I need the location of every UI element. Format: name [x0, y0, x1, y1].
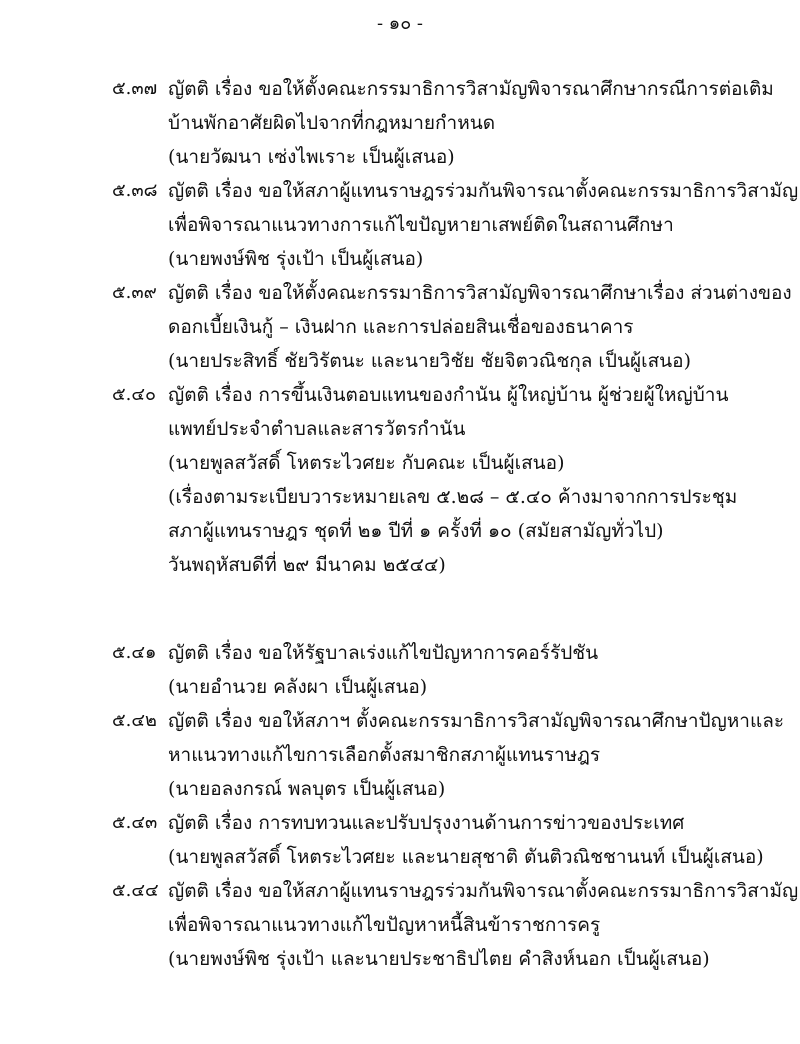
agenda-item-number: ๕.๓๗	[112, 78, 158, 99]
agenda-item	[0, 378, 800, 582]
agenda-item-line: ญัตติ เรื่อง ขอให้สภาผู้แทนราษฎรร่วมกันพิจารณาตั้งคณะกรรมาธิการวิสามัญ	[168, 180, 799, 202]
agenda-item-line: (เรื่องตามระเบียบวาระหมายเลข ๕.๒๘ – ๕.๔๐ ค้างมาจากการประชุม	[168, 486, 738, 508]
agenda-item-line: (นายพงษ์พิช รุ่งเป้า และนายประชาธิปไตย คำสิงห์นอก เป็นผู้เสนอ)	[168, 948, 710, 970]
agenda-item-line: ญัตติ เรื่อง ขอให้รัฐบาลเร่งแก้ไขปัญหาการคอร์รัปชัน	[168, 642, 599, 664]
agenda-item-line: (นายอำนวย คลังผา เป็นผู้เสนอ)	[168, 676, 428, 698]
agenda-item	[0, 276, 800, 378]
agenda-item-line: สภาผู้แทนราษฎร ชุดที่ ๒๑ ปีที่ ๑ ครั้งที่ ๑๐ (สมัยสามัญทั่วไป)	[168, 520, 664, 542]
agenda-item-line: เพื่อพิจารณาแนวทางแก้ไขปัญหาหนี้สินข้าราชการครู	[168, 914, 601, 936]
agenda-item-line: (นายวัฒนา เซ่งไพเราะ เป็นผู้เสนอ)	[168, 146, 455, 168]
agenda-item-line: (นายพูลสวัสดิ์ โหตระไวศยะ กับคณะ เป็นผู้เสนอ)	[168, 452, 565, 474]
agenda-list	[0, 72, 800, 976]
agenda-item	[0, 174, 800, 276]
agenda-item-number: ๕.๔๐	[112, 384, 156, 405]
agenda-item-line: ญัตติ เรื่อง ขอให้ตั้งคณะกรรมาธิการวิสามัญพิจารณาศึกษาเรื่อง ส่วนต่างของ	[168, 282, 792, 304]
agenda-item-number: ๕.๔๑	[112, 642, 157, 663]
agenda-item-line: ญัตติ เรื่อง ขอให้สภาฯ ตั้งคณะกรรมาธิการวิสามัญพิจารณาศึกษาปัญหาและ	[168, 710, 785, 732]
page-number: - ๑๐ -	[376, 13, 424, 34]
agenda-item-line: บ้านพักอาศัยผิดไปจากที่กฎหมายกำหนด	[168, 112, 496, 134]
agenda-item-number: ๕.๔๒	[112, 710, 157, 731]
agenda-item	[0, 636, 800, 704]
agenda-item-line: ญัตติ เรื่อง การทบทวนและปรับปรุงงานด้านการข่าวของประเทศ	[168, 812, 685, 834]
agenda-item-number: ๕.๓๘	[112, 180, 158, 201]
agenda-item	[0, 874, 800, 976]
agenda-item	[0, 806, 800, 874]
agenda-item-number: ๕.๓๙	[112, 282, 157, 303]
agenda-item-line: เพื่อพิจารณาแนวทางการแก้ไขปัญหายาเสพย์ติดในสถานศึกษา	[168, 214, 674, 236]
agenda-item-line: วันพฤหัสบดีที่ ๒๙ มีนาคม ๒๕๔๔)	[168, 554, 446, 576]
section-gap	[0, 582, 800, 636]
agenda-item	[0, 72, 800, 174]
agenda-item-line: (นายประสิทธิ์ ชัยวิรัตนะ และนายวิชัย ชัยจิตวณิชกุล เป็นผู้เสนอ)	[168, 350, 691, 372]
agenda-item-number: ๕.๔๔	[112, 880, 159, 901]
agenda-item-line: หาแนวทางแก้ไขการเลือกตั้งสมาชิกสภาผู้แทนราษฎร	[168, 744, 601, 766]
agenda-item-line: ดอกเบี้ยเงินกู้ – เงินฝาก และการปล่อยสินเชื่อของธนาคาร	[168, 316, 634, 338]
agenda-item-line: (นายอลงกรณ์ พลบุตร เป็นผู้เสนอ)	[168, 778, 446, 800]
agenda-item	[0, 704, 800, 806]
agenda-item-number: ๕.๔๓	[112, 812, 158, 833]
agenda-item-line: ญัตติ เรื่อง การขึ้นเงินตอบแทนของกำนัน ผู้ใหญ่บ้าน ผู้ช่วยผู้ใหญ่บ้าน	[168, 384, 729, 406]
agenda-item-line: (นายพูลสวัสดิ์ โหตระไวศยะ และนายสุชาติ ตันติวณิชชานนท์ เป็นผู้เสนอ)	[168, 846, 764, 868]
agenda-item-line: (นายพงษ์พิช รุ่งเป้า เป็นผู้เสนอ)	[168, 248, 424, 270]
agenda-item-line: ญัตติ เรื่อง ขอให้ตั้งคณะกรรมาธิการวิสามัญพิจารณาศึกษากรณีการต่อเติม	[168, 78, 774, 100]
agenda-item-line: แพทย์ประจำตำบลและสารวัตรกำนัน	[168, 418, 466, 440]
agenda-item-line: ญัตติ เรื่อง ขอให้สภาผู้แทนราษฎรร่วมกันพิจารณาตั้งคณะกรรมาธิการวิสามัญ	[168, 880, 799, 902]
